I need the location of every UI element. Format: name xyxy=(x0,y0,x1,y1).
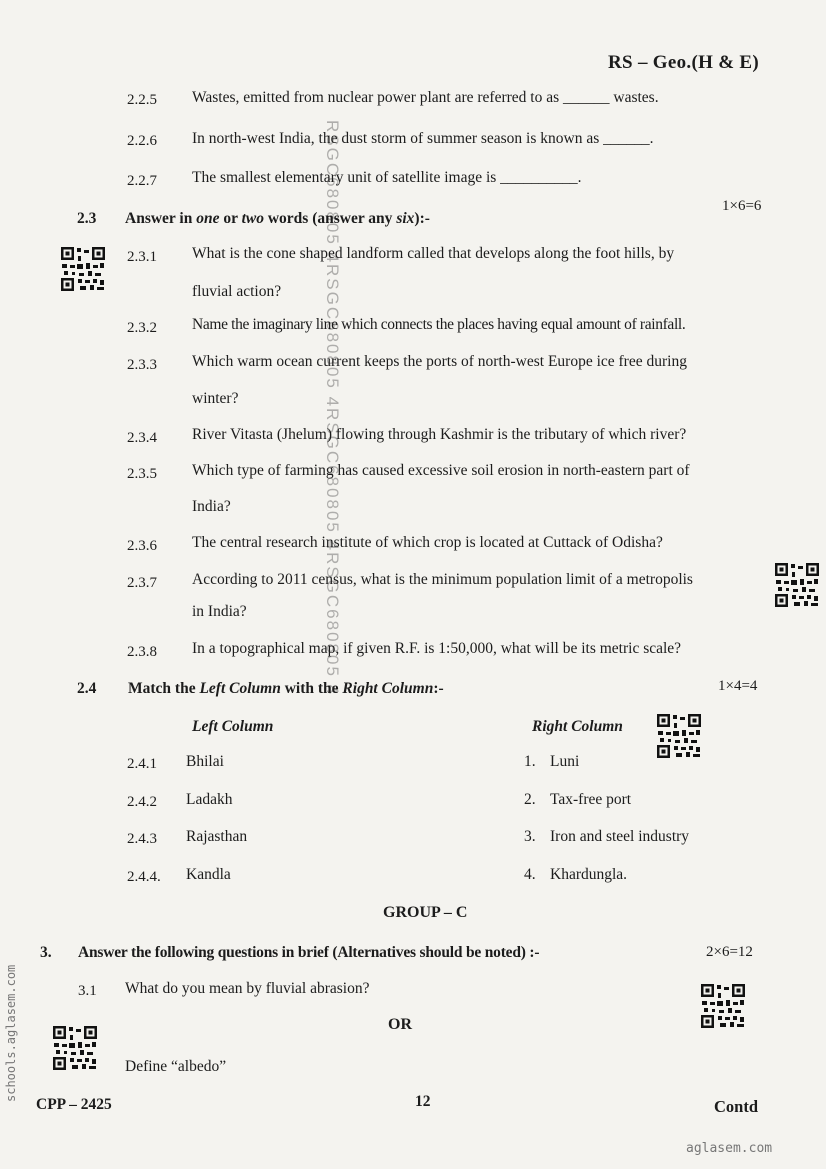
q-2-2-5-text: Wastes, emitted from nuclear power plant are referred to as ______ wastes. xyxy=(192,89,659,106)
side-site-watermark: schools.aglasem.com xyxy=(4,965,18,1103)
q-2-3-3-text: Which warm ocean current keeps the ports of north-west Europe ice free during xyxy=(192,353,687,370)
q-2-3-7-number: 2.3.7 xyxy=(127,575,157,591)
q-2-3-2-text: Name the imaginary line which connects the places having equal amount of rainfall. xyxy=(192,316,686,333)
q-2-3-6-number: 2.3.6 xyxy=(127,538,157,554)
center-watermark: RSGC680805 4RSGC680805 4RSGC680805 4RSGC680805 4 xyxy=(323,120,342,697)
q-2-2-6-text: In north-west India, the dust storm of summer season is known as ______. xyxy=(192,130,654,147)
or-separator: OR xyxy=(388,1016,412,1033)
page-number: 12 xyxy=(415,1093,431,1110)
q-2-3-7-text: According to 2011 census, what is the minimum population limit of a metropolis xyxy=(192,571,693,588)
qr-code-icon xyxy=(52,1025,98,1071)
q-3-number: 3. xyxy=(40,944,52,961)
q-2-2-7-number: 2.2.7 xyxy=(127,173,157,189)
q-2-2-5-number: 2.2.5 xyxy=(127,92,157,108)
match-row-3-right-number: 3. xyxy=(524,828,536,845)
q-2-3-1-text-cont: fluvial action? xyxy=(192,283,282,300)
q-2-3-8-text: In a topographical map, if given R.F. is 1:50,000, what will be its metric scale? xyxy=(192,640,682,657)
right-column-header: Right Column xyxy=(532,718,623,735)
match-row-3-number: 2.4.3 xyxy=(127,831,157,847)
left-column-header: Left Column xyxy=(192,718,274,735)
match-row-4-right-number: 4. xyxy=(524,866,536,883)
footer-paper-code: CPP – 2425 xyxy=(36,1096,112,1113)
match-row-3-right: Iron and steel industry xyxy=(550,828,690,845)
continued-label: Contd xyxy=(714,1097,759,1116)
match-row-3-left: Rajasthan xyxy=(186,828,248,845)
group-c-title: GROUP – C xyxy=(383,904,468,921)
q-2-3-2-number: 2.3.2 xyxy=(127,320,157,336)
q-3-1-number: 3.1 xyxy=(78,983,97,999)
q-2-2-6-number: 2.2.6 xyxy=(127,133,157,149)
q-3-marks: 2×6=12 xyxy=(706,944,753,960)
q-3-instruction: Answer the following questions in brief (Alternatives should be noted) :- xyxy=(78,944,540,961)
match-row-4-right: Khardungla. xyxy=(550,866,628,883)
match-row-2-left: Ladakh xyxy=(186,791,233,808)
match-row-2-right-number: 2. xyxy=(524,791,536,808)
section-2-4-number: 2.4 xyxy=(77,680,97,697)
section-2-4-instruction: Match the Left Column with the Right Column:- xyxy=(128,680,444,697)
q-2-3-4-text: River Vitasta (Jhelum) flowing through Kashmir is the tributary of which river? xyxy=(192,426,687,443)
match-row-1-number: 2.4.1 xyxy=(127,756,157,772)
q-2-3-5-text-cont: India? xyxy=(192,498,231,515)
match-row-2-right: Tax-free port xyxy=(550,791,632,808)
match-row-2-number: 2.4.2 xyxy=(127,794,157,810)
q-3-1-text: What do you mean by fluvial abrasion? xyxy=(125,980,370,997)
q-2-3-1-number: 2.3.1 xyxy=(127,249,157,265)
match-row-1-right-number: 1. xyxy=(524,753,536,770)
section-2-3-number: 2.3 xyxy=(77,210,97,227)
qr-code-icon xyxy=(774,562,820,608)
paper-code-header: RS – Geo.(H & E) xyxy=(608,52,759,73)
q-2-3-3-text-cont: winter? xyxy=(192,390,239,407)
match-row-1-left: Bhilai xyxy=(186,753,224,770)
qr-code-icon xyxy=(656,713,702,759)
q-2-3-3-number: 2.3.3 xyxy=(127,357,157,373)
section-2-3-instruction: Answer in one or two words (answer any six):- xyxy=(125,210,430,227)
qr-code-icon xyxy=(700,983,746,1029)
q-2-3-4-number: 2.3.4 xyxy=(127,430,157,446)
q-2-3-1-text: What is the cone shaped landform called that develops along the foot hills, by xyxy=(192,245,675,262)
q-2-2-7-text: The smallest elementary unit of satellite image is __________. xyxy=(192,169,582,186)
q-3-1-alternative-text: Define “albedo” xyxy=(125,1058,227,1075)
q-2-3-8-number: 2.3.8 xyxy=(127,644,157,660)
match-row-4-number: 2.4.4. xyxy=(127,869,161,885)
q-2-3-7-text-cont: in India? xyxy=(192,603,247,620)
q-2-3-5-text: Which type of farming has caused excessive soil erosion in north-eastern part of xyxy=(192,462,690,479)
q-2-3-5-number: 2.3.5 xyxy=(127,466,157,482)
match-row-1-right: Luni xyxy=(550,753,580,770)
section-2-3-marks: 1×6=6 xyxy=(722,198,762,214)
footer-site-watermark: aglasem.com xyxy=(686,1141,773,1156)
match-row-4-left: Kandla xyxy=(186,866,231,883)
q-2-3-6-text: The central research institute of which crop is located at Cuttack of Odisha? xyxy=(192,534,663,551)
section-2-4-marks: 1×4=4 xyxy=(718,678,758,694)
qr-code-icon xyxy=(60,246,106,292)
